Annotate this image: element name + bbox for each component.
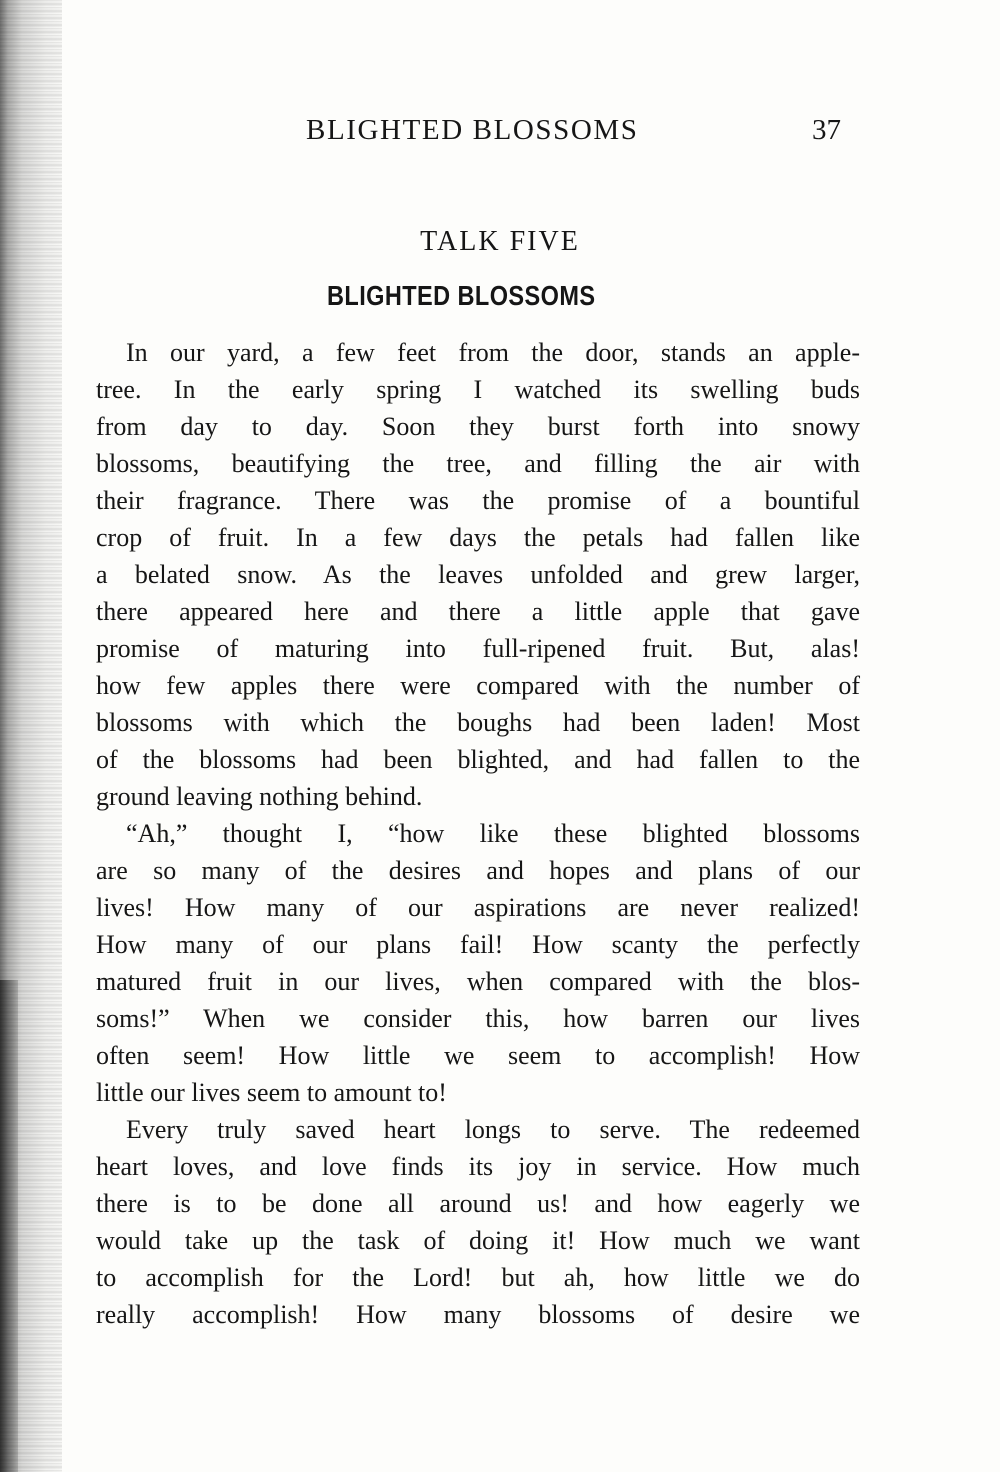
- running-title: BLIGHTED BLOSSOMS: [306, 114, 639, 146]
- text-line: promise of maturing into full-ripened fruit. But, alas!: [96, 634, 860, 663]
- text-line: would take up the task of doing it! How much we want: [96, 1226, 860, 1255]
- text-line: from day to day. Soon they burst forth into snowy: [96, 412, 860, 441]
- text-line: a belated snow. As the leaves unfolded and grew larger,: [96, 560, 860, 589]
- text-line: Every truly saved heart longs to serve. The redeemed: [126, 1115, 860, 1144]
- text-line: of the blossoms had been blighted, and had fallen to the: [96, 745, 860, 774]
- body-text: [96, 334, 860, 1333]
- chapter-label: TALK FIVE: [420, 226, 580, 257]
- text-line: How many of our plans fail! How scanty the perfectly: [96, 930, 860, 959]
- text-line: there appeared here and there a little apple that gave: [96, 597, 860, 626]
- text-line: crop of fruit. In a few days the petals had fallen like: [96, 523, 860, 552]
- text-line: how few apples there were compared with the number of: [96, 671, 860, 700]
- text-line: little our lives seem to amount to!: [96, 1078, 447, 1107]
- text-line: their fragrance. There was the promise of a bountiful: [96, 486, 860, 515]
- page-binding-shadow: [0, 0, 62, 1472]
- text-line: to accomplish for the Lord! but ah, how little we do: [96, 1263, 860, 1292]
- text-line: really accomplish! How many blossoms of desire we: [96, 1300, 860, 1329]
- text-line: ground leaving nothing behind.: [96, 782, 423, 811]
- text-line: are so many of the desires and hopes and plans of our: [96, 856, 860, 885]
- text-line: heart loves, and love finds its joy in service. How much: [96, 1152, 860, 1181]
- text-line: tree. In the early spring I watched its swelling buds: [96, 375, 860, 404]
- text-line: matured fruit in our lives, when compared with the blos-: [96, 967, 860, 996]
- text-line: lives! How many of our aspirations are never realized!: [96, 893, 860, 922]
- text-line: there is to be done all around us! and how eagerly we: [96, 1189, 860, 1218]
- chapter-title: BLIGHTED BLOSSOMS: [327, 280, 596, 311]
- text-line: often seem! How little we seem to accomplish! How: [96, 1041, 860, 1070]
- text-line: blossoms, beautifying the tree, and filling the air with: [96, 449, 860, 478]
- text-line: blossoms with which the boughs had been laden! Most: [96, 708, 860, 737]
- text-line: “Ah,” thought I, “how like these blighted blossoms: [126, 819, 860, 848]
- text-line: In our yard, a few feet from the door, stands an apple-: [126, 338, 860, 367]
- text-line: soms!” When we consider this, how barren our lives: [96, 1004, 860, 1033]
- page-number: 37: [812, 114, 841, 146]
